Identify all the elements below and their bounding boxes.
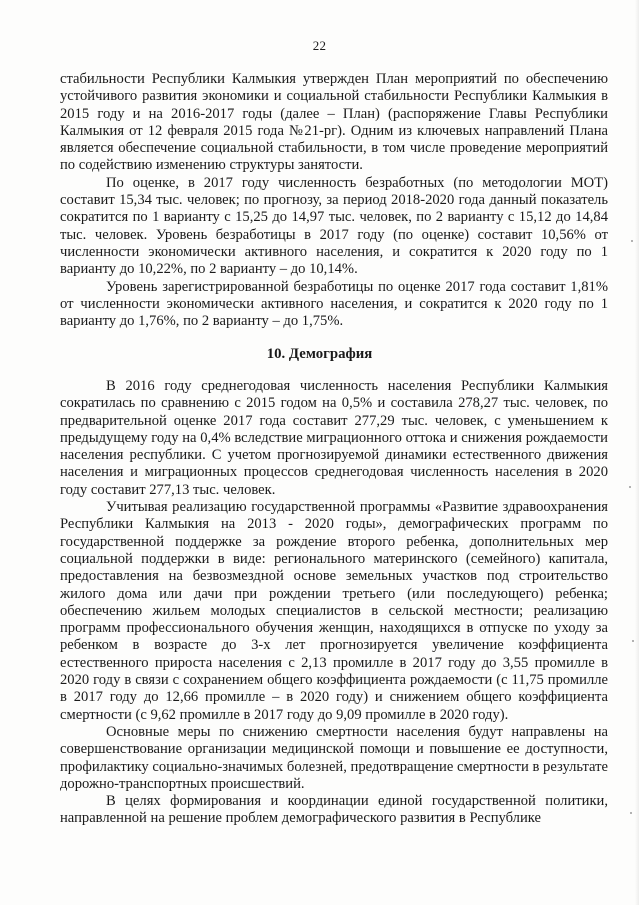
section-heading: 10. Демография	[266, 346, 373, 362]
paragraph-population: В 2016 году среднегодовая численность населения Республики Калмыкия сократилась по сравнению с 2015 годом на 0,5% и составила 278,27 тыс. человек, по предварительной оценке 2017 года составит 277,29 тыс. человек, с уменьшением к предыдущему году на 0,4% вследствие миграционного оттока и снижения рождаемости населения республики. С учетом прогнозируемой динамики естественного движения населения и миграционных процессов среднегодовая численность населения в 2020 году составит 277,13 тыс. человек.	[60, 378, 608, 498]
scan-speck	[630, 812, 632, 814]
scan-speck	[632, 640, 634, 642]
paragraph-policy: В целях формирования и координации единой государственной политики, направленной на решение проблем демографического развития в Республике	[60, 793, 608, 827]
scan-edge-shadow	[635, 0, 639, 905]
page-number: 22	[312, 38, 327, 53]
scan-speck	[631, 240, 633, 242]
paragraph-programs: Учитывая реализацию государственной программы «Развитие здравоохранения Республики Калмыкия на 2013 - 2020 годы», демографических программ по государственной поддержке за рождение второго ребенка, дополнительных мер социальной поддержки в виде: регионального материнского (семейного) капитала, предоставления на безвозмездной основе земельных участков под строительство жилого дома или дачи при рождении третьего (или последующего) ребенка; обеспечению жильем молодых специалистов в сельской местности; реализацию программ профессионального обучения женщин, находящихся в отпуске по уходу за ребенком в возрасте до 3-х лет прогнозируется увеличение коэффициента естественного прироста населения с 2,13 промилле в 2017 году до 3,55 промилле в 2020 году в связи с сохранением общего коэффициента рождаемости (с 11,75 промилле в 2017 году до 12,66 промилле – в 2020 году) и снижением общего коэффициента смертности (с 9,62 промилле в 2017 году до 9,09 промилле в 2020 году).	[60, 499, 608, 723]
paragraph-continuation: стабильности Республики Калмыкия утвержден План мероприятий по обеспечению устойчивого развития экономики и социальной стабильности Республики Калмыкия в 2015 году и на 2016-2017 годы (далее – План) (распоряжение Главы Республики Калмыкия от 12 февраля 2015 года №21-рг). Одним из ключевых направлений Плана является обеспечение социальной стабильности, в том числе проведение мероприятий по содействию изменению структуры занятости.	[60, 71, 608, 174]
paragraph-registered-unemployment: Уровень зарегистрированной безработицы по оценке 2017 года составит 1,81% от численности экономически активного населения, и сократится к 2020 году по 1 варианту до 1,76%, по 2 варианту – до 1,75%.	[60, 278, 608, 330]
demography-text-block	[60, 378, 608, 828]
intro-text-block	[60, 71, 608, 330]
paragraph-mortality-measures: Основные меры по снижению смертности населения будут направлены на совершенствование организации медицинской помощи и повышение ее доступности, профилактику социально-значимых болезней, предотвращение смертности в результате дорожно-транспортных происшествий.	[60, 723, 608, 792]
scan-speck	[629, 486, 631, 488]
paragraph-unemployment-forecast: По оценке, в 2017 году численность безработных (по методологии МОТ) составит 15,34 тыс. человек; по прогнозу, за период 2018-2020 года данный показатель сократится по 1 варианту с 15,25 до 14,97 тыс. человек, по 2 варианту с 15,12 до 14,84 тыс. человек. Уровень безработицы в 2017 году (по оценке) составит 10,56% от численности экономически активного населения, и сократится к 2020 году по 1 варианту до 10,22%, по 2 варианту – до 10,14%.	[60, 174, 608, 278]
